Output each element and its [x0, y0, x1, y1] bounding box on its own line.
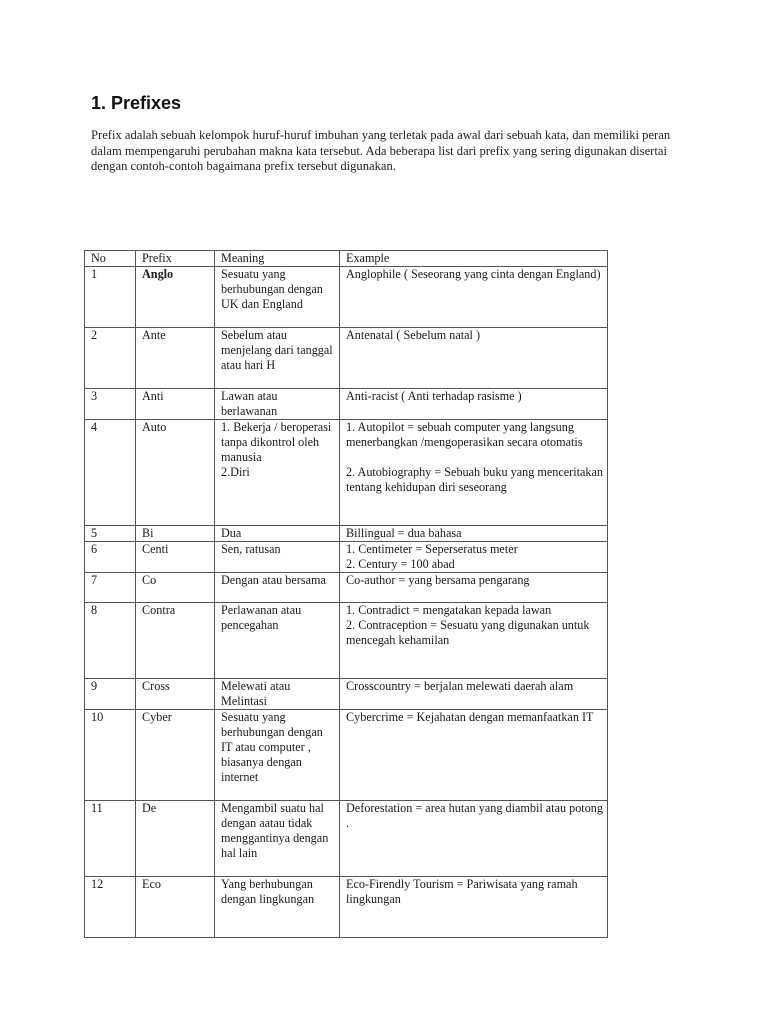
table-header-row	[85, 251, 608, 267]
row-number: 9	[85, 679, 136, 710]
row-meaning	[215, 573, 340, 603]
row-prefix: Cyber	[136, 710, 215, 801]
row-meaning	[215, 389, 340, 420]
meaning-line: 1. Bekerja / beroperasi tanpa dikontrol oleh manusia	[221, 420, 332, 464]
row-prefix: Anti	[136, 389, 215, 420]
row-meaning	[215, 328, 340, 389]
row-meaning	[215, 877, 340, 938]
row-prefix: Bi	[136, 526, 215, 542]
table-row	[85, 328, 608, 389]
row-example	[340, 603, 608, 679]
row-prefix: De	[136, 801, 215, 877]
meaning-line: Sebelum atau menjelang dari tanggal atau hari H	[221, 328, 333, 372]
row-example	[340, 801, 608, 877]
row-example	[340, 420, 608, 526]
row-prefix: Cross	[136, 679, 215, 710]
row-example	[340, 679, 608, 710]
example-line: 1. Centimeter = Seperseratus meter	[346, 542, 518, 556]
example-line: 1. Contradict = mengatakan kepada lawan	[346, 603, 552, 617]
meaning-line: Melewati atau Melintasi	[221, 679, 291, 708]
header-no: No	[85, 251, 136, 267]
example-line: Billingual = dua bahasa	[346, 526, 462, 540]
meaning-line: Sesuatu yang berhubungan dengan IT atau computer , biasanya dengan internet	[221, 710, 323, 784]
example-line: Eco-Firendly Tourism = Pariwisata yang ramah lingkungan	[346, 877, 578, 906]
example-line: Antenatal ( Sebelum natal )	[346, 328, 481, 342]
example-line: 1. Autopilot = sebuah computer yang langsung menerbangkan /mengoperasikan secara otomatis	[346, 420, 583, 449]
table-row	[85, 542, 608, 573]
meaning-line: Yang berhubungan dengan lingkungan	[221, 877, 315, 906]
row-meaning	[215, 420, 340, 526]
example-line: Co-author = yang bersama pengarang	[346, 573, 530, 587]
row-example	[340, 328, 608, 389]
row-number: 10	[85, 710, 136, 801]
row-prefix: Eco	[136, 877, 215, 938]
header-prefix: Prefix	[136, 251, 215, 267]
table-row	[85, 267, 608, 328]
row-prefix: Anglo	[136, 267, 215, 328]
row-meaning	[215, 679, 340, 710]
row-prefix: Contra	[136, 603, 215, 679]
meaning-line: Dua	[221, 526, 242, 540]
table-row	[85, 573, 608, 603]
row-number: 8	[85, 603, 136, 679]
row-number: 12	[85, 877, 136, 938]
row-meaning	[215, 526, 340, 542]
example-line: 2. Century = 100 abad	[346, 557, 455, 571]
header-example: Example	[340, 251, 608, 267]
row-number: 4	[85, 420, 136, 526]
row-number: 6	[85, 542, 136, 573]
row-number: 2	[85, 328, 136, 389]
table-row	[85, 420, 608, 526]
page-heading: 1. Prefixes	[91, 93, 182, 113]
row-example	[340, 573, 608, 603]
row-example	[340, 389, 608, 420]
row-number: 1	[85, 267, 136, 328]
example-line: Anglophile ( Seseorang yang cinta dengan England)	[346, 267, 601, 281]
example-line: Crosscountry = berjalan melewati daerah alam	[346, 679, 574, 693]
row-meaning	[215, 542, 340, 573]
table-row	[85, 603, 608, 679]
example-line: Deforestation = area hutan yang diambil atau potong .	[346, 801, 603, 830]
table-row	[85, 801, 608, 877]
row-prefix: Auto	[136, 420, 215, 526]
intro-paragraph: Prefix adalah sebuah kelompok huruf-huruf imbuhan yang terletak pada awal dari sebuah kata, dan memiliki peran dalam mempengaruhi perubahan makna kata tersebut. Ada beberapa list dari prefix yang sering digunakan disertai dengan contoh-contoh bagaimana prefix tersebut digunakan.	[91, 128, 671, 173]
example-line: 2. Contraception = Sesuatu yang digunakan untuk mencegah kehamilan	[346, 618, 590, 647]
row-prefix: Co	[136, 573, 215, 603]
row-example	[340, 877, 608, 938]
example-line: 2. Autobiography = Sebuah buku yang menceritakan tentang kehidupan diri seseorang	[346, 465, 603, 494]
table-row	[85, 389, 608, 420]
row-prefix: Centi	[136, 542, 215, 573]
row-number: 11	[85, 801, 136, 877]
row-meaning	[215, 801, 340, 877]
row-number: 7	[85, 573, 136, 603]
row-example	[340, 267, 608, 328]
meaning-line: Sen, ratusan	[221, 542, 281, 556]
header-meaning: Meaning	[215, 251, 340, 267]
row-meaning	[215, 267, 340, 328]
row-example	[340, 710, 608, 801]
meaning-line: Mengambil suatu hal dengan aatau tidak menggantinya dengan hal lain	[221, 801, 329, 860]
table-row	[85, 877, 608, 938]
meaning-line: Lawan atau berlawanan	[221, 389, 278, 418]
row-meaning	[215, 710, 340, 801]
table-row	[85, 526, 608, 542]
table-row	[85, 710, 608, 801]
prefix-table	[84, 250, 608, 938]
row-example	[340, 542, 608, 573]
row-number: 3	[85, 389, 136, 420]
meaning-line: Perlawanan atau pencegahan	[221, 603, 302, 632]
table-row	[85, 679, 608, 710]
meaning-line: 2.Diri	[221, 465, 250, 479]
meaning-line: Dengan atau bersama	[221, 573, 326, 587]
meaning-line: Sesuatu yang berhubungan dengan UK dan England	[221, 267, 323, 311]
example-gap	[346, 450, 603, 465]
row-number: 5	[85, 526, 136, 542]
row-example	[340, 526, 608, 542]
example-line: Anti-racist ( Anti terhadap rasisme )	[346, 389, 522, 403]
row-meaning	[215, 603, 340, 679]
row-prefix: Ante	[136, 328, 215, 389]
example-line: Cybercrime = Kejahatan dengan memanfaatkan IT	[346, 710, 594, 724]
